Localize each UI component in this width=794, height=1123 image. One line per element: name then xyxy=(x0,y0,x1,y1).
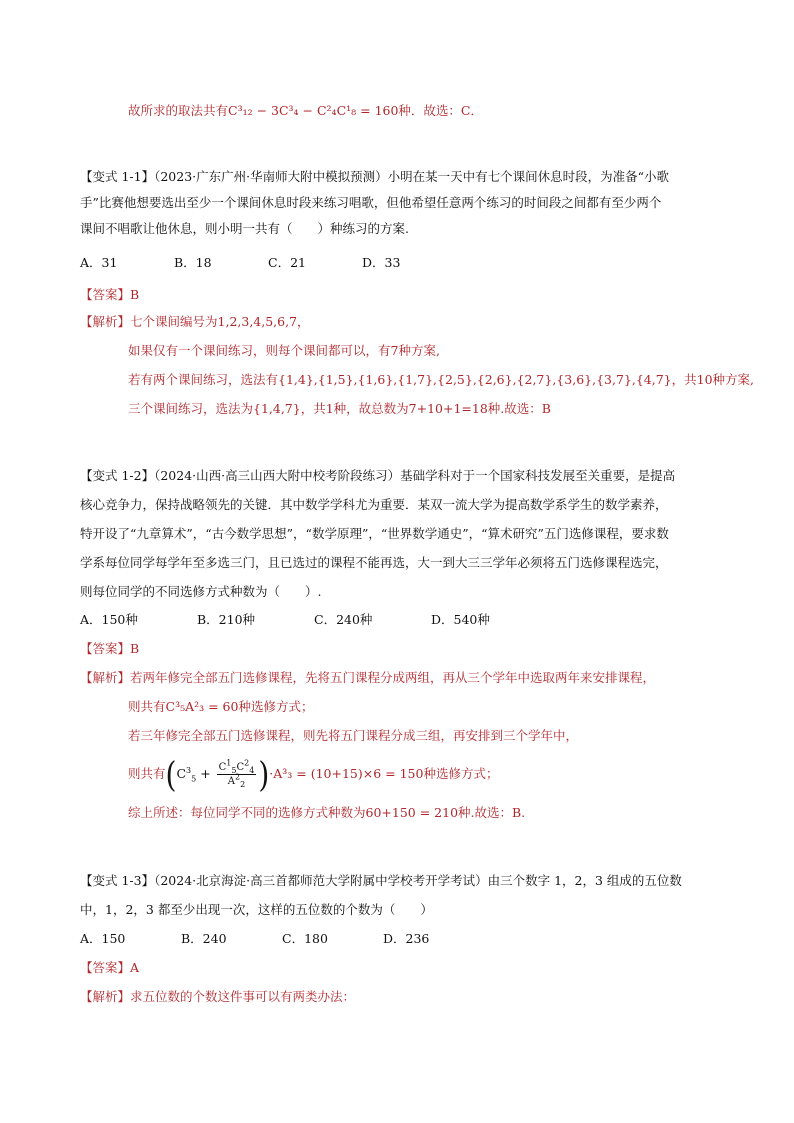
v1-option-a: A．31 xyxy=(80,255,118,270)
v2-analysis-line-5: 综上所述：每位同学不同的选修方式种数为60+150 = 210种.故选：B. xyxy=(128,805,526,820)
v2-question-line-2: 核心竞争力，保持战略领先的关键．其中数学学科尤为重要．某双一流大学为提高数学系学生的数学素养， xyxy=(80,497,668,512)
v1-answer-label: 【答案】 xyxy=(80,287,131,302)
v1-question-line-3: 课间不唱歌让他休息，则小明一共有（ ）种练习的方案. xyxy=(80,221,409,236)
v2-option-d: D．540种 xyxy=(431,612,490,627)
v3-answer xyxy=(80,960,139,976)
v3-analysis-label: 【解析】 xyxy=(80,989,131,1004)
v2-analysis-line-4 xyxy=(128,754,498,794)
v2-answer xyxy=(80,641,139,657)
v2-question-line-3: 特开设了“九章算术”，“古今数学思想”，“数学原理”，“世界数学通史”，“算术研究”五门选修课程，要求数 xyxy=(80,526,669,541)
v3-tag: 【变式 1-3】 xyxy=(80,873,155,888)
v1-answer xyxy=(80,287,139,303)
v1-analysis-line-2: 如果仅有一个课间练习，则每个课间都可以，有7种方案, xyxy=(128,343,440,358)
v2-option-c: C．240种 xyxy=(314,612,373,627)
v1-option-c: C．21 xyxy=(268,255,306,270)
v3-options xyxy=(80,931,429,947)
v2-question-line-4: 学系每位同学每学年至多选三门，且已选过的课程不能再选，大一到大三三学年必须将五门选修课程选完， xyxy=(80,555,668,570)
v2-analysis-prefix-4: 则共有 xyxy=(128,766,166,781)
v1-question-text-1: （2023·广东广州·华南师大附中模拟预测）小明在某一天中有七个课间休息时段，为准备“小歌 xyxy=(154,169,670,184)
v2-question-line-5: 则每位同学的不同选修方式种数为（ ）. xyxy=(80,584,322,599)
v1-answer-value: B xyxy=(130,287,140,302)
v2-fraction: $\frac{C^1_5C^2_4}{A^2_2}$ xyxy=(218,758,255,789)
v1-tag: 【变式 1-1】 xyxy=(80,169,155,184)
v1-question-line-1 xyxy=(80,169,669,185)
v3-question-line-2: 中，1，2，3 都至少出现一次，这样的五位数的个数为（ ） xyxy=(80,902,433,917)
prev-conclusion: 故所求的取法共有C³₁₂ − 3C³₄ − C²₄C¹₈ = 160种．故选：C． xyxy=(128,103,483,118)
v2-analysis-line-2: 则共有C³₅A²₃ = 60种选修方式； xyxy=(128,699,314,714)
v1-analysis-label: 【解析】 xyxy=(80,314,131,329)
v1-question-line-2: 手”比赛他想要选出至少一个课间休息时段来练习唱歌，但他希望任意两个练习的时间段之间都有至少两个 xyxy=(80,195,662,210)
v3-option-c: C．180 xyxy=(282,931,328,946)
v2-analysis-line-1 xyxy=(80,670,655,686)
v2-options xyxy=(80,612,490,628)
v3-analysis-text-1: 求五位数的个数这件事可以有两类办法： xyxy=(130,989,356,1004)
v2-analysis-label: 【解析】 xyxy=(80,670,131,685)
v3-option-a: A．150 xyxy=(80,931,126,946)
v3-question-text-1: （2024·北京海淀·高三首都师范大学附属中学校考开学考试）由三个数字 1，2，3 组成的五位数 xyxy=(154,873,682,888)
v2-question-line-1 xyxy=(80,468,675,484)
v2-analysis-text-1: 若两年修完全部五门选修课程，先将五门课程分成两组，再从三个学年中选取两年来安排课程， xyxy=(130,670,656,685)
v2-formula: ($C^3_5$ + $\frac{C^1_5C^2_4}{A^2_2}$ ) xyxy=(165,753,270,795)
v1-analysis-line-4: 三个课间练习，选法为{1,4,7}，共1种，故总数为7+10+1=18种.故选：B xyxy=(128,401,551,416)
v3-analysis-line-1 xyxy=(80,989,355,1005)
v1-option-b: B．18 xyxy=(174,255,212,270)
v3-option-d: D．236 xyxy=(383,931,430,946)
v1-analysis-text-1: 七个课间编号为1,2,3,4,5,6,7， xyxy=(130,314,310,329)
v3-question-line-1 xyxy=(80,873,682,889)
v2-tag: 【变式 1-2】 xyxy=(80,468,155,483)
v2-option-b: B．210种 xyxy=(197,612,256,627)
v2-answer-value: B xyxy=(130,641,140,656)
v1-analysis-line-1 xyxy=(80,314,310,330)
v2-analysis-suffix-4: ·A³₃ = (10+15)×6 = 150种选修方式； xyxy=(269,766,499,781)
v2-question-text-1: （2024·山西·高三山西大附中校考阶段练习）基础学科对于一个国家科技发展至关重要，是提高 xyxy=(154,468,676,483)
v3-option-b: B．240 xyxy=(181,931,227,946)
v2-analysis-line-3: 若三年修完全部五门选修课程，则先将五门课程分成三组，再安排到三个学年中， xyxy=(128,728,579,743)
v1-option-d: D．33 xyxy=(362,255,401,270)
v1-analysis-line-3: 若有两个课间练习，选法有{1,4},{1,5},{1,6},{1,7},{2,5},{2,6},{2,7},{3,6},{3,7},{4,7}，共10种方案, xyxy=(128,372,754,387)
v3-answer-label: 【答案】 xyxy=(80,960,131,975)
v1-options xyxy=(80,255,400,271)
v3-answer-value: A xyxy=(130,960,140,975)
v2-option-a: A．150种 xyxy=(80,612,138,627)
v2-answer-label: 【答案】 xyxy=(80,641,131,656)
